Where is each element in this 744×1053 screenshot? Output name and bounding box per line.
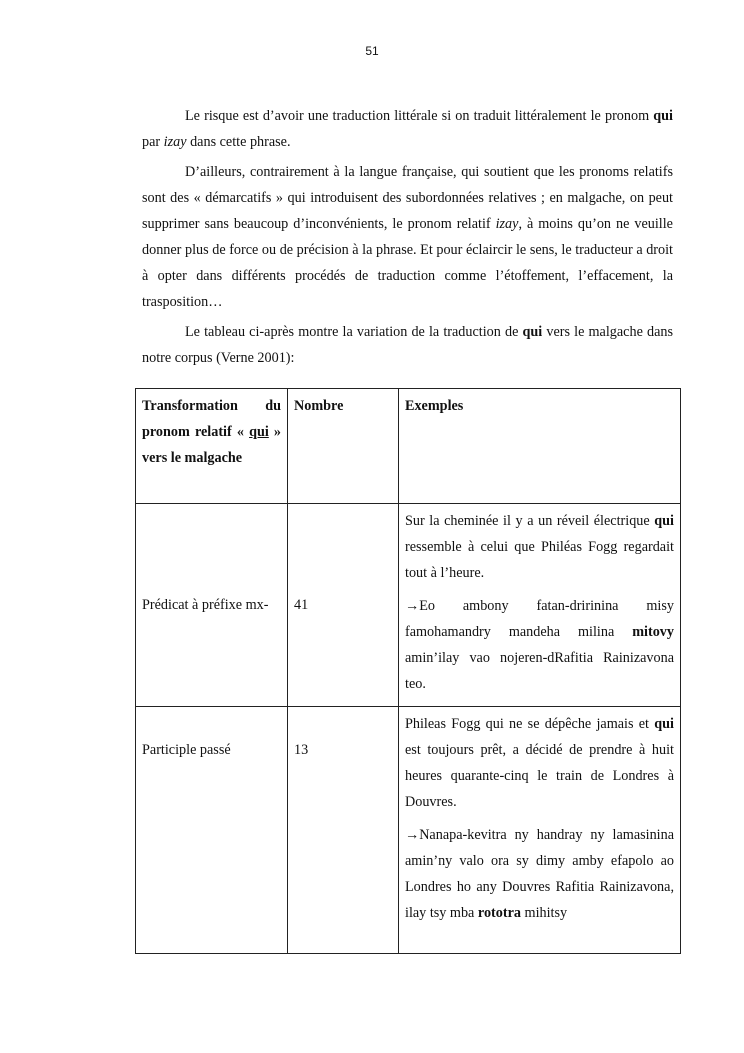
header-transformation: Transformation du pronom relatif « qui » vers le malgache [136,389,288,504]
example-french: Phileas Fogg qui ne se dépêche jamais et qui est toujours prêt, a décidé de prendre à huit heures quarante-cinq le train de Londres à Douvres. [405,716,674,810]
cell-transformation: Participle passé [136,707,288,954]
cell-nombre: 41 [288,504,399,707]
header-nombre: Nombre [288,389,399,504]
paragraph-1: Le risque est d’avoir une traduction littérale si on traduit littéralement le pronom qui par izay dans cette phrase. [142,108,673,150]
cell-exemples [399,707,681,954]
table-header-row [136,389,681,504]
paragraph-3: Le tableau ci-après montre la variation de la traduction de qui vers le malgache dans notre corpus (Verne 2001): [142,324,674,366]
cell-nombre: 13 [288,707,399,954]
page-number: 51 [365,44,379,58]
header-exemples: Exemples [399,389,681,504]
example-french: Sur la cheminée il y a un réveil électrique qui ressemble à celui que Philéas Fogg regardait tout à l’heure. [405,513,674,581]
body-text [142,103,673,371]
example-malagasy: →Eo ambony fatan-dririnina misy famohamandry mandeha milina mitovy amin’ilay vao nojeren-dRafitia Rainizavona teo. [405,598,674,692]
cell-transformation: Prédicat à préfixe mx- [136,504,288,707]
table-row [136,504,681,707]
paragraph-2: D’ailleurs, contrairement à la langue française, qui soutient que les pronoms relatifs sont des « démarcatifs » qui introduisent des subordonnées relatives ; en malgache, on peut supprimer sans beaucoup d’inconvénients, le pronom relatif izay, à moins qu’on ne veuille donner plus de force ou de précision à la phrase. Et pour éclaircir le sens, le traducteur a droit à opter dans différents procédés de traduction comme l’étoffement, l’effacement, la trasposition… [142,164,673,310]
example-malagasy: →Nanapa-kevitra ny handray ny lamasinina amin’ny valo ora sy dimy amby efapolo ao Londres ho any Douvres Rafitia Rainizavona, ilay tsy mba rototra mihitsy [405,827,674,921]
translation-table [135,388,681,954]
table-row [136,707,681,954]
cell-exemples [399,504,681,707]
